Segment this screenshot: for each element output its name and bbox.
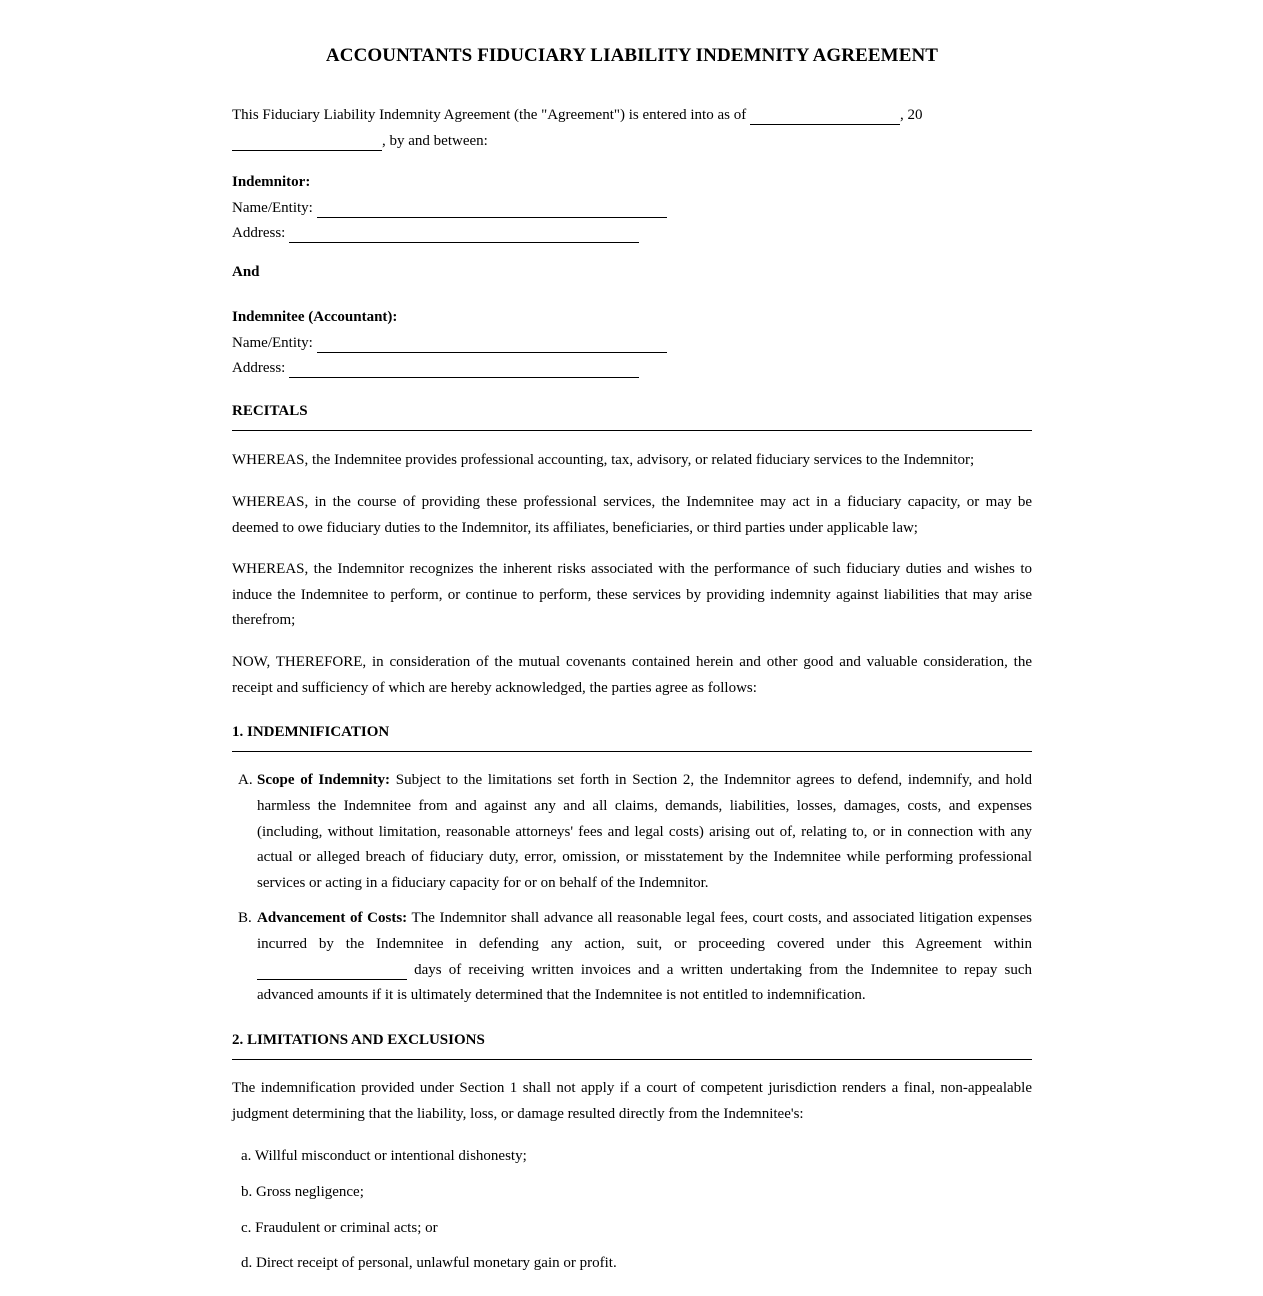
indemnitee-name-label: Name/Entity: xyxy=(232,334,313,351)
whereas-2: WHEREAS, in the course of providing these professional services, the Indemnitee may act in a fiduciary capacity, or may be deemed to owe fiduciary duties to the Indemnitor, its affiliates, beneficiaries, or third parties under applicable law; xyxy=(232,494,1032,536)
exclusion-item-c: c. Fraudulent or criminal acts; or xyxy=(241,1220,438,1236)
item-a-text: Subject to the limitations set forth in Section 2, the Indemnitor agrees to defend, indemnify, and hold harmless the Indemnitee from and against any and all claims, demands, liabilities, losses, damages, costs, and expenses (including, without limitation, reasonable attorneys' fees and legal costs) arising out of, relating to, or in connection with any actual or alleged breach of fiduciary duty, error, omission, or misstatement by the Indemnitee while performing professional services or acting in a fiduciary capacity for or on behalf of the Indemnitor. xyxy=(257,772,1032,892)
indemnitor-address-field[interactable] xyxy=(289,225,639,243)
section-1-heading: 1. INDEMNIFICATION xyxy=(232,724,1032,752)
indemnitor-address-label: Address: xyxy=(232,225,286,241)
indemnitee-block xyxy=(232,305,1032,382)
item-b-marker: B. xyxy=(238,910,252,926)
item-b-text-1: The Indemnitor shall advance all reasonable legal fees, court costs, and associated litigation expenses incurred by the Indemnitee in defending any action, suit, or proceeding covered under this Agreement within xyxy=(257,910,1032,952)
indemnitor-heading: Indemnitor: xyxy=(232,174,311,190)
document-title: ACCOUNTANTS FIDUCIARY LIABILITY INDEMNITY AGREEMENT xyxy=(325,45,939,66)
indemnitor-block xyxy=(232,170,1032,247)
indemnitee-name-field[interactable] xyxy=(317,335,667,353)
item-a-marker: A. xyxy=(238,772,253,788)
section-1-item-a xyxy=(232,768,1032,897)
indemnitor-name-field[interactable] xyxy=(317,200,667,218)
indemnitor-name-row xyxy=(232,196,1032,222)
indemnitee-address-row xyxy=(232,356,1032,382)
recitals-heading: RECITALS xyxy=(232,403,1032,431)
section-1-item-b xyxy=(232,906,1032,1009)
days-blank[interactable] xyxy=(257,961,407,980)
whereas-3: WHEREAS, the Indemnitor recognizes the inherent risks associated with the performance of such fiduciary duties and wishes to induce the Indemnitee to perform, or continue to perform, these services by providing indemnity against liabilities that may arise therefrom; xyxy=(232,561,1032,628)
exclusion-item-b: b. Gross negligence; xyxy=(241,1184,364,1200)
indemnitee-address-field[interactable] xyxy=(289,360,639,378)
exclusion-item-a: a. Willful misconduct or intentional dishonesty; xyxy=(241,1148,527,1164)
now-therefore: NOW, THEREFORE, in consideration of the mutual covenants contained herein and other good and valuable consideration, the receipt and sufficiency of which are hereby acknowledged, the parties agree as follows: xyxy=(232,654,1032,696)
date-blank[interactable] xyxy=(750,106,900,125)
intro-paragraph xyxy=(232,102,1032,154)
intro-text-1: This Fiduciary Liability Indemnity Agreement (the "Agreement") is entered into as of xyxy=(232,107,747,123)
indemnitee-address-label: Address: xyxy=(232,360,286,376)
whereas-1: WHEREAS, the Indemnitee provides professional accounting, tax, advisory, or related fiduciary services to the Indemnitor; xyxy=(232,452,975,468)
and-label: And xyxy=(232,264,260,280)
indemnitee-name-row xyxy=(232,331,1032,357)
section-2-heading: 2. LIMITATIONS AND EXCLUSIONS xyxy=(232,1032,1032,1060)
year-blank[interactable] xyxy=(232,132,382,151)
indemnitor-name-label: Name/Entity: xyxy=(232,199,313,216)
item-b-lead: Advancement of Costs: xyxy=(257,910,408,926)
item-b-body xyxy=(257,906,1032,1009)
section-2-intro: The indemnification provided under Section 1 shall not apply if a court of competent jurisdiction renders a final, non-appealable judgment determining that the liability, loss, or damage resulted directly from the Indemnitee's: xyxy=(232,1080,1032,1122)
indemnitee-heading: Indemnitee (Accountant): xyxy=(232,309,398,325)
item-a-lead: Scope of Indemnity: xyxy=(257,772,391,788)
indemnitor-address-row xyxy=(232,221,1032,247)
exclusion-item-d: d. Direct receipt of personal, unlawful monetary gain or profit. xyxy=(241,1255,617,1271)
item-b-text-2: days of receiving written invoices and a written undertaking from the Indemnitee to repay such advanced amounts if it is ultimately determined that the Indemnitee is not entitled to indemnification. xyxy=(257,961,1032,1004)
intro-text-2: , 20 xyxy=(899,107,923,123)
intro-text-3: , by and between: xyxy=(382,133,488,149)
item-a-body xyxy=(257,768,1032,897)
